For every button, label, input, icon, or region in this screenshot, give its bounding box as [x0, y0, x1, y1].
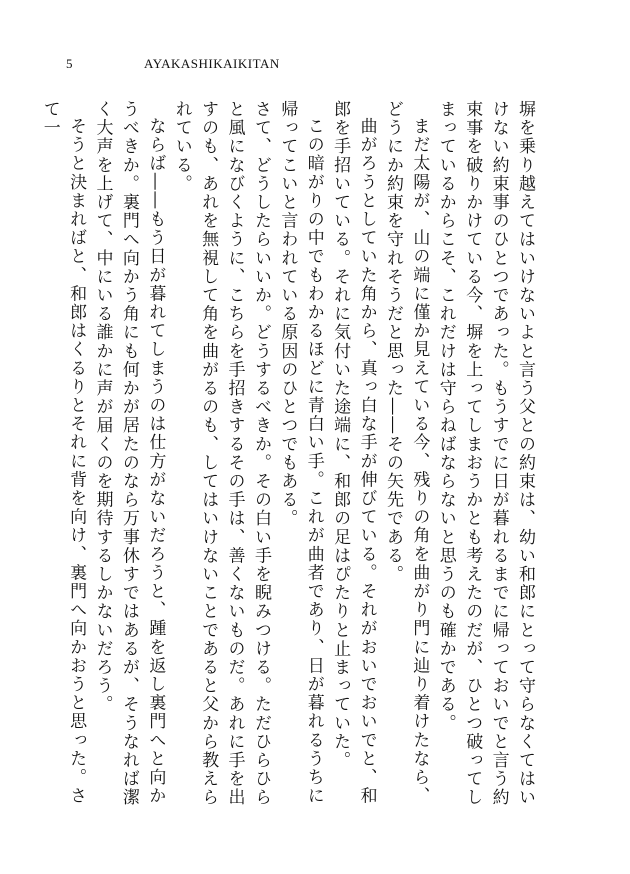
book-title: AYAKASHIKAIKITAN — [144, 56, 280, 71]
paragraph-1: 塀を乗り越えてはいけないよと言う父との約束は、幼い和郎にとって守らなくてはいけない約束事のひとつであった。もうすでに日が暮れるまでに帰っておいでと言う約束事を破りかけている今、塀を上ってしまおうかとも考えたのだが、ひとつ破ってしまっているからこそ、これだけは守らねばならないと思うのも確かである。 — [435, 100, 535, 807]
vertical-body-text — [39, 100, 538, 820]
paragraph-2: まだ太陽が、山の端に僅か見えている今、残りの角を曲がり門に辿り着けたなら、どうにか約束を守れそうだと思った――その矢先である。 — [382, 100, 430, 806]
paragraph-3: 曲がろうとしていた角から、真っ白な手が伸びている。それがおいでおいでと、和郎を手招いている。それに気付いた途端に、和郎の足はぴたりと止まっていた。 — [330, 100, 377, 806]
paragraph-6: ならば――もう日が暮れてしまうのは仕方がないだろうと、踵を返し裏門へと向かうべきか。裏門へ向かう角にも何かが居たのなら万事休すではあるが、そうなれば潔く大声を上げて、中にいる誰かに声が届くのを期待するしかないだろう。 — [92, 100, 166, 807]
paragraph-5: さて、どうしたらいいか。どうするべきか。その白い手を睨みつける。ただひらひらと風になびくように、こちらを手招きするその手は、善くないものだ。あれに手を出すのも、あれを無視して角を曲がるのも、してはいけないことであると父から教えられている。 — [171, 100, 271, 807]
page-number: 5 — [66, 56, 73, 71]
page-header — [66, 56, 366, 76]
paragraph-7: そうと決まればと、和郎はくるりとそれに背を向け、裏門へ向かおうと思った。さて一 — [39, 100, 87, 806]
paragraph-4: この暗がりの中でもわかるほどに青白い手。これが曲者であり、日が暮れるうちに帰ってこいと言われている原因のひとつでもある。 — [277, 100, 324, 806]
